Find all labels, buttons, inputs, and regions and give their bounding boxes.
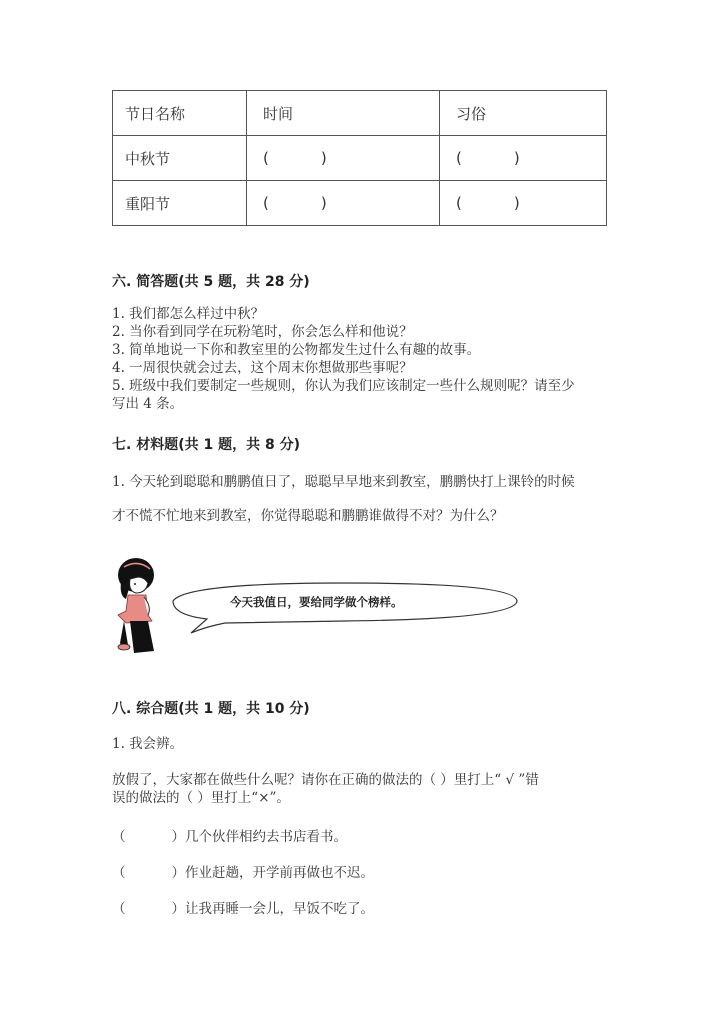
section-8-title: 八. 综合题(共 1 题，共 10 分) [112, 701, 310, 717]
choice-item [112, 825, 347, 845]
answer-blank[interactable] [112, 865, 185, 881]
festival-table [112, 90, 607, 226]
festival-name-cell: 重阳节 [113, 181, 247, 226]
close-paren: ） [171, 865, 185, 881]
answer-blank[interactable] [112, 829, 185, 845]
table-row [113, 181, 607, 226]
answer-blank[interactable] [112, 901, 185, 917]
table-row [113, 136, 607, 181]
open-paren: ( [263, 194, 269, 212]
question-item: 2. 当你看到同学在玩粉笔时，你会怎么样和他说？ [112, 324, 413, 340]
open-paren: ( [456, 194, 462, 212]
instruction-line-1: 放假了，大家都在做些什么呢？请你在正确的做法的（ ）里打上“ √ ”错 [112, 772, 539, 788]
question-item: 写出 4 条。 [112, 396, 184, 412]
close-paren: ) [513, 149, 520, 167]
close-paren: ) [513, 194, 520, 212]
speech-bubble-text: 今天我值日，要给同学做个榜样。 [230, 595, 403, 609]
choice-text: 作业赶趟，开学前再做也不迟。 [185, 865, 374, 881]
choice-text: 让我再睡一会儿，早饭不吃了。 [185, 901, 374, 917]
time-blank[interactable] [247, 136, 440, 181]
material-question-line-2: 才不慌不忙地来到教室，你觉得聪聪和鹏鹏谁做得不对？为什么？ [112, 508, 504, 524]
question-item: 1. 我们都怎么样过中秋？ [112, 306, 265, 322]
open-paren: ( [456, 149, 462, 167]
section-6-title: 六. 简答题(共 5 题，共 28 分) [112, 274, 310, 290]
choice-text: 几个伙伴相约去书店看书。 [185, 829, 347, 845]
question-item: 4. 一周很快就会过去，这个周末你想做那些事呢？ [112, 360, 413, 376]
close-paren: ） [171, 829, 185, 845]
question-item: 3. 简单地说一下你和教室里的公物都发生过什么有趣的故事。 [112, 342, 481, 358]
question-item: 5. 班级中我们要制定一些规则，你认为我们应该制定一些什么规则呢？请至少 [112, 378, 575, 394]
close-paren: ) [320, 149, 327, 167]
header-festival-name: 节日名称 [113, 91, 247, 136]
section-6-questions [112, 305, 612, 413]
header-time: 时间 [247, 91, 440, 136]
time-blank[interactable] [247, 181, 440, 226]
section-7-title: 七. 材料题(共 1 题，共 8 分) [112, 437, 300, 453]
girl-illustration-icon [108, 555, 168, 660]
festival-name-cell: 中秋节 [113, 136, 247, 181]
header-custom: 习俗 [440, 91, 607, 136]
custom-blank[interactable] [440, 181, 607, 226]
composite-question: 1. 我会辨。 [112, 736, 184, 752]
close-paren: ） [171, 901, 185, 917]
open-paren: （ [112, 829, 126, 845]
material-question-line-1: 1. 今天轮到聪聪和鹏鹏值日了，聪聪早早地来到教室，鹏鹏快打上课铃的时候 [112, 474, 575, 490]
open-paren: ( [263, 149, 269, 167]
close-paren: ) [320, 194, 327, 212]
open-paren: （ [112, 901, 126, 917]
table-header-row [113, 91, 607, 136]
custom-blank[interactable] [440, 136, 607, 181]
choice-item [112, 897, 374, 917]
instruction-line-2: 误的做法的（ ）里打上“×”。 [112, 790, 290, 806]
choice-item [112, 861, 374, 881]
open-paren: （ [112, 865, 126, 881]
